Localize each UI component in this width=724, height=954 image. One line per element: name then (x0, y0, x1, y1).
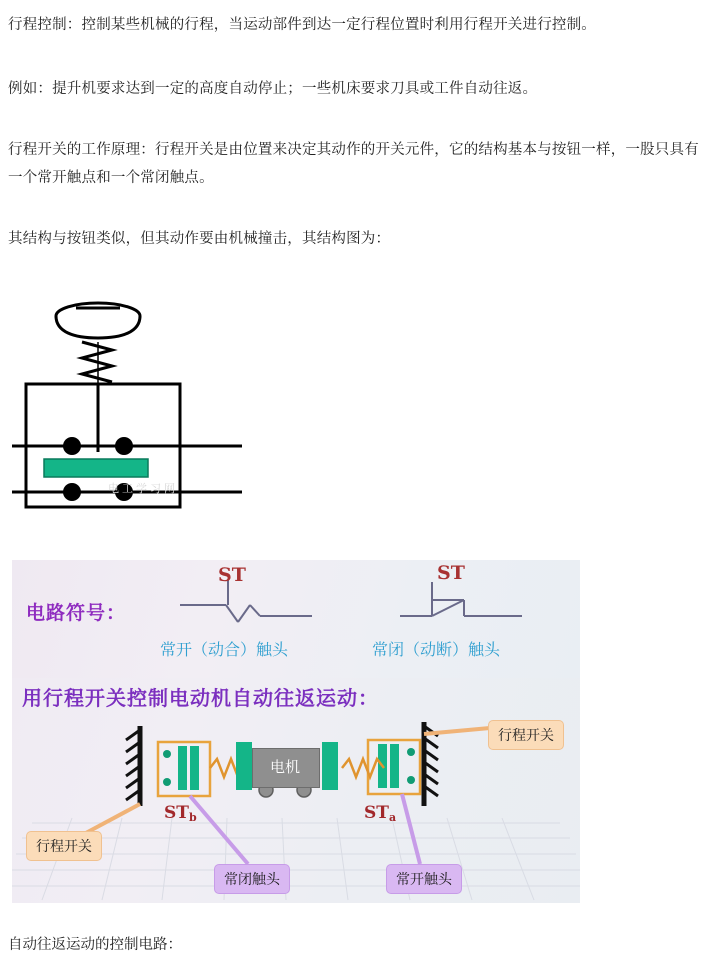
circuit-symbol-svg (12, 560, 580, 678)
switch-label-sta (364, 803, 396, 824)
st-tag-no: ST (218, 563, 246, 586)
paragraph-1: 行程控制：控制某些机械的行程，当运动部件到达一定行程位置时利用行程开关进行控制。 (8, 17, 596, 33)
paragraph-2: 例如：提升机要求达到一定的高度自动停止；一些机床要求刀具或工件自动往返。 (8, 80, 538, 97)
switch-label-stb-main: ST (164, 802, 189, 823)
watermark: 电工学习网 (108, 482, 178, 495)
callout-limit-switch-left: 行程开关 (26, 831, 102, 861)
switch-label-stb-sub: b (188, 810, 197, 824)
paragraph-gap-4 (0, 254, 724, 284)
callout-no-contact: 常开触头 (386, 864, 462, 894)
paragraph-gap-1 (0, 40, 724, 76)
paragraph-gap-3 (0, 192, 724, 226)
paragraph-4: 其结构与按钮类似，但其动作要由机械撞击，其结构图为： (8, 231, 391, 248)
switch-label-sta-main: ST (364, 802, 389, 823)
switch-label-sta-sub: a (388, 810, 397, 824)
limit-switch-structure-figure (12, 284, 242, 534)
circuit-symbol-label: 电路符号： (26, 601, 127, 624)
limit-switch-structure-svg (12, 284, 242, 534)
callout-limit-switch-right: 行程开关 (488, 720, 564, 750)
top-spacer (0, 0, 724, 12)
motor-label: 电机 (269, 757, 300, 776)
symbol-caption-no: 常开（动合）触头 (160, 639, 289, 659)
st-tag-nc: ST (437, 561, 465, 584)
motor-illustration-svg (12, 678, 580, 903)
callout-nc-contact: 常闭触头 (214, 864, 290, 894)
symbol-caption-nc: 常闭（动断）触头 (372, 639, 501, 659)
motor-illustration-title: 用行程开关控制电动机自动往返运动： (22, 685, 379, 710)
motor-control-illustration (12, 678, 580, 903)
paragraph-gap-2 (0, 103, 724, 137)
paragraph-3: 行程开关的工作原理：行程开关是由位置来决定其动作的开关元件，它的结构基本与按钮一样，一股只具有一个常开触点和一个常闭触点。 (8, 142, 699, 186)
closing-paragraph: 自动往返运动的控制电路： (8, 936, 182, 953)
switch-label-stb (164, 803, 197, 824)
circuit-symbol-panel (12, 560, 580, 678)
